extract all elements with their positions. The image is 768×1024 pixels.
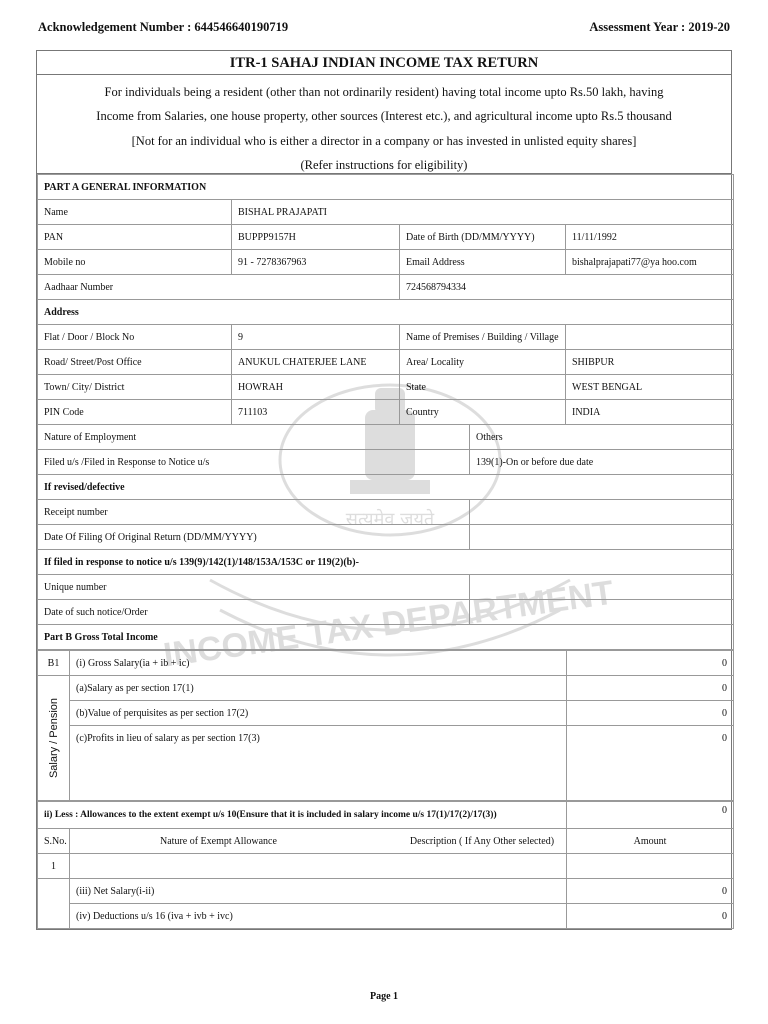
perquisites-label: (b)Value of perquisites as per section 17(2): [70, 701, 567, 726]
address-heading: Address: [38, 300, 734, 325]
aadhaar-label: Aadhaar Number: [38, 275, 400, 300]
description-header: Description ( If Any Other selected): [409, 835, 555, 847]
part-a-table: [37, 174, 734, 650]
b1-label: B1: [38, 651, 70, 676]
intro-line: For individuals being a resident (other than not ordinarily resident) having total income upto Rs.50 lakh, having: [104, 85, 664, 99]
state-value: WEST BENGAL: [566, 375, 734, 400]
intro-line: [Not for an individual who is either a director in a company or has invested in unlisted equity shares]: [131, 133, 637, 148]
salary-17-1-value: 0: [567, 676, 734, 701]
notice-date-label: Date of such notice/Order: [38, 600, 470, 625]
deductions-label: (iv) Deductions u/s 16 (iva + ivb + ivc): [70, 904, 567, 929]
itr-form: [36, 50, 732, 930]
amount-header: Amount: [567, 829, 734, 854]
employment-value: Others: [470, 425, 734, 450]
page-header: [38, 20, 730, 36]
allowances-exempt-label: ii) Less : Allowances to the extent exempt u/s 10(Ensure that it is included in salary income u/s 17(1)/17(2)/17(3)): [38, 802, 567, 829]
name-label: Name: [38, 200, 232, 225]
intro-line: (Refer instructions for eligibility): [300, 157, 468, 172]
spacer-cell: [38, 879, 70, 929]
allowances-table: [37, 801, 734, 929]
filed-under-label: Filed u/s /Filed in Response to Notice u/s: [38, 450, 470, 475]
mobile-value: 91 - 7278367963: [232, 250, 400, 275]
part-a-heading: PART A GENERAL INFORMATION: [38, 175, 734, 200]
original-filing-date-label: Date Of Filing Of Original Return (DD/MM/YYYY): [38, 525, 470, 550]
salary-17-1-label: (a)Salary as per section 17(1): [70, 676, 567, 701]
town-label: Town/ City/ District: [38, 375, 232, 400]
premises-value: [566, 325, 734, 350]
profits-in-lieu-label: (c)Profits in lieu of salary as per section 17(3): [70, 726, 567, 801]
perquisites-value: 0: [567, 701, 734, 726]
pan-value: BUPPP9157H: [232, 225, 400, 250]
gross-salary-value: 0: [567, 651, 734, 676]
dob-label: Date of Birth (DD/MM/YYYY): [400, 225, 566, 250]
town-value: HOWRAH: [232, 375, 400, 400]
intro-line: Income from Salaries, one house property, other sources (Interest etc.), and agricultural income upto Rs.5 thousand: [96, 109, 672, 124]
premises-label: Name of Premises / Building / Village: [400, 325, 566, 350]
aadhaar-value: 724568794334: [400, 275, 734, 300]
state-label: State: [400, 375, 566, 400]
form-title: ITR-1 SAHAJ INDIAN INCOME TAX RETURN: [37, 51, 731, 75]
acknowledgement-number: Acknowledgement Number : 644546640190719: [38, 20, 289, 34]
road-value: ANUKUL CHATERJEE LANE: [232, 350, 400, 375]
receipt-value: [470, 500, 734, 525]
nature-desc-header: [70, 829, 567, 854]
dob-value: 11/11/1992: [566, 225, 734, 250]
deductions-value: 0: [567, 904, 734, 929]
salary-pension-side-label: [38, 676, 70, 801]
side-label-text: Salary / Pension: [47, 697, 60, 779]
country-label: Country: [400, 400, 566, 425]
road-label: Road/ Street/Post Office: [38, 350, 232, 375]
pin-label: PIN Code: [38, 400, 232, 425]
emblem-department-text: INCOME TAX DEPARTMENT: [161, 573, 616, 675]
pin-value: 711103: [232, 400, 400, 425]
email-label: Email Address: [400, 250, 566, 275]
sno-header: S.No.: [38, 829, 70, 854]
nature-header: Nature of Exempt Allowance: [160, 835, 277, 847]
allowances-exempt-value: 0: [567, 802, 734, 829]
net-salary-label: (iii) Net Salary(i-ii): [70, 879, 567, 904]
part-b-salary-table: [37, 650, 734, 801]
page-number: Page 1: [369, 991, 399, 1002]
emblem-motto: सत्यमेव जयते: [345, 509, 435, 530]
notice-heading: If filed in response to notice u/s 139(9)/142(1)/148/153A/153C or 119(2)(b)-: [38, 550, 734, 575]
flat-label: Flat / Door / Block No: [38, 325, 232, 350]
unique-number-value: [470, 575, 734, 600]
notice-date-value: [470, 600, 734, 625]
area-value: SHIBPUR: [566, 350, 734, 375]
country-value: INDIA: [566, 400, 734, 425]
allowance-row-amount: [567, 854, 734, 879]
form-intro: [37, 75, 731, 174]
email-value: bishalprajapati77@ya hoo.com: [566, 250, 734, 275]
allowance-row-sno: 1: [38, 854, 70, 879]
revised-heading: If revised/defective: [38, 475, 734, 500]
allowance-row-nature: [70, 854, 567, 879]
original-filing-date-value: [470, 525, 734, 550]
receipt-label: Receipt number: [38, 500, 470, 525]
area-label: Area/ Locality: [400, 350, 566, 375]
part-b-heading: Part B Gross Total Income: [38, 625, 734, 650]
unique-number-label: Unique number: [38, 575, 470, 600]
flat-value: 9: [232, 325, 400, 350]
net-salary-value: 0: [567, 879, 734, 904]
pan-label: PAN: [38, 225, 232, 250]
mobile-label: Mobile no: [38, 250, 232, 275]
filed-under-value: 139(1)-On or before due date: [470, 450, 734, 475]
employment-label: Nature of Employment: [38, 425, 470, 450]
name-value: BISHAL PRAJAPATI: [232, 200, 734, 225]
assessment-year: Assessment Year : 2019-20: [589, 20, 730, 34]
gross-salary-label: (i) Gross Salary(ia + ib + ic): [70, 651, 567, 676]
profits-in-lieu-value: 0: [567, 726, 734, 801]
